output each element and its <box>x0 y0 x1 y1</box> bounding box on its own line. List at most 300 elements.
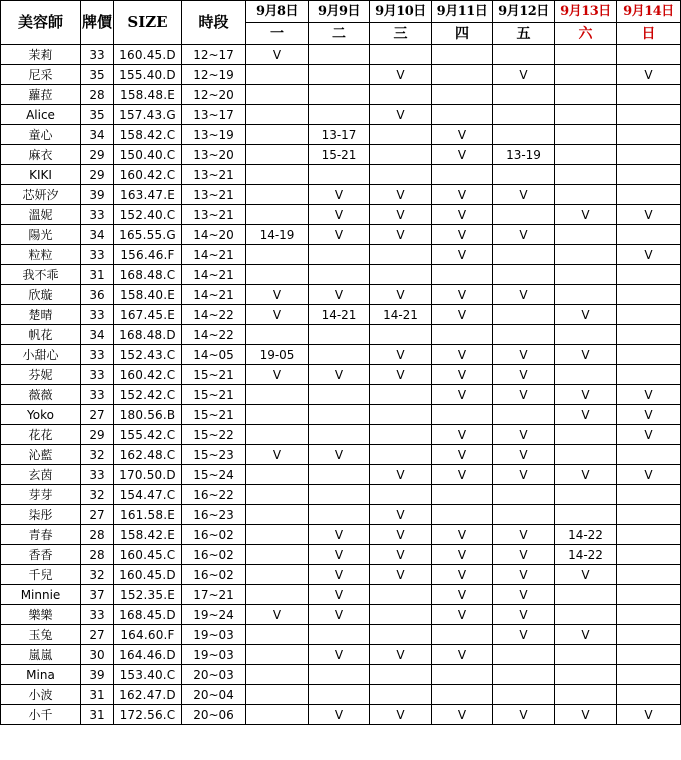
cell-availability <box>246 485 309 505</box>
cell-availability: V <box>555 625 617 645</box>
cell-availability <box>370 425 432 445</box>
cell-time: 12~20 <box>182 85 246 105</box>
header-time: 時段 <box>182 1 246 45</box>
cell-time: 14~22 <box>182 305 246 325</box>
cell-availability <box>370 665 432 685</box>
cell-availability <box>555 245 617 265</box>
header-size: SIZE <box>114 1 182 45</box>
cell-availability <box>246 325 309 345</box>
cell-availability <box>246 705 309 725</box>
cell-name: Mina <box>1 665 81 685</box>
cell-availability <box>493 125 555 145</box>
cell-availability: V <box>617 245 681 265</box>
cell-size: 160.45.C <box>114 545 182 565</box>
cell-availability <box>432 165 493 185</box>
cell-availability: V <box>432 525 493 545</box>
cell-availability <box>493 245 555 265</box>
header-name: 美容師 <box>1 1 81 45</box>
cell-availability <box>309 625 370 645</box>
cell-availability: V <box>370 185 432 205</box>
cell-availability: V <box>493 365 555 385</box>
cell-time: 14~20 <box>182 225 246 245</box>
header-weekday-weekend: 六 <box>555 23 617 45</box>
cell-availability <box>432 45 493 65</box>
cell-availability: V <box>432 545 493 565</box>
cell-name: Alice <box>1 105 81 125</box>
cell-availability <box>370 605 432 625</box>
cell-availability <box>617 305 681 325</box>
cell-availability <box>555 505 617 525</box>
cell-availability <box>617 585 681 605</box>
cell-availability: V <box>493 705 555 725</box>
cell-availability: V <box>617 705 681 725</box>
cell-availability: V <box>309 285 370 305</box>
cell-time: 19~03 <box>182 625 246 645</box>
cell-availability: V <box>370 105 432 125</box>
cell-availability <box>555 325 617 345</box>
cell-availability <box>246 565 309 585</box>
cell-availability <box>246 65 309 85</box>
cell-price: 33 <box>81 305 114 325</box>
cell-availability: V <box>246 285 309 305</box>
cell-price: 35 <box>81 105 114 125</box>
cell-availability: V <box>617 405 681 425</box>
cell-price: 27 <box>81 405 114 425</box>
cell-size: 152.35.E <box>114 585 182 605</box>
table-row <box>1 605 681 625</box>
cell-price: 31 <box>81 265 114 285</box>
cell-time: 13~21 <box>182 165 246 185</box>
cell-availability: V <box>555 385 617 405</box>
cell-availability <box>555 665 617 685</box>
table-row <box>1 45 681 65</box>
cell-time: 20~04 <box>182 685 246 705</box>
cell-availability <box>555 285 617 305</box>
cell-availability: V <box>309 585 370 605</box>
cell-name: 青春 <box>1 525 81 545</box>
cell-name: 嵐嵐 <box>1 645 81 665</box>
cell-time: 14~22 <box>182 325 246 345</box>
cell-availability: V <box>432 185 493 205</box>
cell-availability <box>246 665 309 685</box>
header-price: 牌價 <box>81 1 114 45</box>
cell-availability <box>246 165 309 185</box>
cell-time: 14~21 <box>182 265 246 285</box>
cell-availability <box>493 265 555 285</box>
cell-time: 13~17 <box>182 105 246 125</box>
header-date: 9月12日 <box>493 1 555 23</box>
cell-availability: V <box>555 345 617 365</box>
cell-time: 16~02 <box>182 545 246 565</box>
cell-availability <box>555 485 617 505</box>
header-weekday: 四 <box>432 23 493 45</box>
cell-price: 32 <box>81 485 114 505</box>
cell-availability <box>309 505 370 525</box>
cell-availability <box>246 405 309 425</box>
cell-availability <box>246 85 309 105</box>
cell-price: 29 <box>81 165 114 185</box>
cell-availability <box>617 665 681 685</box>
table-row <box>1 505 681 525</box>
cell-size: 150.40.C <box>114 145 182 165</box>
cell-availability <box>493 85 555 105</box>
cell-price: 35 <box>81 65 114 85</box>
cell-availability <box>432 405 493 425</box>
cell-availability: 13-17 <box>309 125 370 145</box>
cell-availability <box>555 585 617 605</box>
cell-availability <box>617 485 681 505</box>
cell-availability <box>617 325 681 345</box>
cell-availability <box>309 485 370 505</box>
cell-availability: 14-19 <box>246 225 309 245</box>
cell-availability: V <box>493 565 555 585</box>
cell-size: 168.45.D <box>114 605 182 625</box>
header-date: 9月11日 <box>432 1 493 23</box>
table-row <box>1 85 681 105</box>
cell-price: 34 <box>81 325 114 345</box>
table-row <box>1 425 681 445</box>
cell-availability <box>617 685 681 705</box>
cell-size: 155.42.C <box>114 425 182 445</box>
cell-availability <box>493 685 555 705</box>
cell-availability <box>493 45 555 65</box>
cell-name: 小波 <box>1 685 81 705</box>
cell-availability <box>617 185 681 205</box>
cell-availability <box>617 525 681 545</box>
cell-size: 164.60.F <box>114 625 182 645</box>
cell-availability <box>555 605 617 625</box>
cell-time: 13~20 <box>182 145 246 165</box>
cell-availability: V <box>493 225 555 245</box>
cell-name: 芯妍汐 <box>1 185 81 205</box>
cell-availability: 14-21 <box>309 305 370 325</box>
cell-availability <box>555 645 617 665</box>
cell-name: 柒彤 <box>1 505 81 525</box>
table-row <box>1 405 681 425</box>
cell-price: 28 <box>81 85 114 105</box>
cell-availability <box>309 385 370 405</box>
cell-availability <box>432 265 493 285</box>
cell-size: 163.47.E <box>114 185 182 205</box>
cell-price: 31 <box>81 705 114 725</box>
cell-size: 162.47.D <box>114 685 182 705</box>
cell-price: 33 <box>81 205 114 225</box>
cell-availability <box>493 105 555 125</box>
cell-name: 花花 <box>1 425 81 445</box>
cell-availability: 15-21 <box>309 145 370 165</box>
table-row <box>1 225 681 245</box>
cell-availability: V <box>309 185 370 205</box>
cell-time: 16~02 <box>182 525 246 545</box>
cell-name: 童心 <box>1 125 81 145</box>
table-row <box>1 345 681 365</box>
cell-availability: V <box>309 365 370 385</box>
cell-availability: 13-19 <box>493 145 555 165</box>
cell-availability <box>493 505 555 525</box>
cell-availability: V <box>493 625 555 645</box>
cell-availability <box>493 405 555 425</box>
cell-availability <box>617 545 681 565</box>
cell-availability <box>370 45 432 65</box>
cell-availability: V <box>493 65 555 85</box>
cell-availability <box>555 105 617 125</box>
cell-size: 160.42.C <box>114 165 182 185</box>
cell-availability <box>246 385 309 405</box>
cell-size: 162.48.C <box>114 445 182 465</box>
table-row <box>1 125 681 145</box>
cell-availability <box>370 265 432 285</box>
cell-time: 16~22 <box>182 485 246 505</box>
header-date-weekend: 9月14日 <box>617 1 681 23</box>
cell-availability <box>617 445 681 465</box>
table-row <box>1 645 681 665</box>
cell-name: 我不乖 <box>1 265 81 285</box>
table-row <box>1 205 681 225</box>
cell-availability <box>617 605 681 625</box>
cell-size: 167.45.E <box>114 305 182 325</box>
cell-name: 粒粒 <box>1 245 81 265</box>
cell-availability <box>493 485 555 505</box>
cell-time: 20~06 <box>182 705 246 725</box>
cell-availability <box>555 125 617 145</box>
header-date: 9月8日 <box>246 1 309 23</box>
cell-availability <box>432 625 493 645</box>
cell-availability: V <box>493 585 555 605</box>
table-row <box>1 305 681 325</box>
cell-availability <box>370 325 432 345</box>
cell-availability: V <box>309 205 370 225</box>
cell-name: 小甜心 <box>1 345 81 365</box>
cell-name: 香香 <box>1 545 81 565</box>
cell-availability <box>617 105 681 125</box>
cell-name: Yoko <box>1 405 81 425</box>
cell-availability: V <box>370 505 432 525</box>
cell-price: 39 <box>81 185 114 205</box>
cell-price: 28 <box>81 525 114 545</box>
cell-availability <box>617 505 681 525</box>
cell-availability <box>432 685 493 705</box>
cell-availability <box>246 185 309 205</box>
cell-availability <box>309 165 370 185</box>
cell-availability: V <box>617 425 681 445</box>
cell-availability <box>617 365 681 385</box>
table-row <box>1 325 681 345</box>
cell-availability <box>246 145 309 165</box>
cell-name: 沁藍 <box>1 445 81 465</box>
cell-availability: V <box>555 565 617 585</box>
cell-availability: V <box>432 425 493 445</box>
cell-availability <box>246 245 309 265</box>
cell-availability <box>555 445 617 465</box>
cell-name: 千兒 <box>1 565 81 585</box>
cell-availability: 14-22 <box>555 525 617 545</box>
cell-time: 19~24 <box>182 605 246 625</box>
cell-availability <box>246 465 309 485</box>
table-row <box>1 285 681 305</box>
cell-availability <box>432 65 493 85</box>
cell-availability <box>370 165 432 185</box>
cell-size: 160.45.D <box>114 45 182 65</box>
cell-name: 玉兔 <box>1 625 81 645</box>
table-row <box>1 265 681 285</box>
cell-availability <box>555 145 617 165</box>
cell-availability <box>555 365 617 385</box>
cell-name: 麻衣 <box>1 145 81 165</box>
cell-availability <box>309 245 370 265</box>
cell-name: 蘿菈 <box>1 85 81 105</box>
cell-availability <box>432 485 493 505</box>
cell-availability: V <box>493 465 555 485</box>
cell-availability: V <box>432 465 493 485</box>
cell-availability: V <box>493 545 555 565</box>
cell-price: 36 <box>81 285 114 305</box>
cell-availability <box>432 325 493 345</box>
cell-availability <box>555 45 617 65</box>
cell-availability <box>555 265 617 285</box>
cell-availability <box>370 445 432 465</box>
cell-size: 158.42.E <box>114 525 182 545</box>
cell-availability: V <box>493 345 555 365</box>
cell-time: 19~03 <box>182 645 246 665</box>
cell-price: 28 <box>81 545 114 565</box>
cell-size: 161.58.E <box>114 505 182 525</box>
cell-price: 33 <box>81 385 114 405</box>
cell-availability: V <box>432 225 493 245</box>
cell-availability <box>370 385 432 405</box>
cell-price: 29 <box>81 425 114 445</box>
cell-availability <box>370 485 432 505</box>
table-row <box>1 185 681 205</box>
cell-availability <box>309 685 370 705</box>
cell-availability <box>309 85 370 105</box>
cell-availability: V <box>555 305 617 325</box>
cell-time: 16~23 <box>182 505 246 525</box>
cell-name: 芬妮 <box>1 365 81 385</box>
cell-name: 尼采 <box>1 65 81 85</box>
cell-availability <box>309 465 370 485</box>
cell-name: 玄茵 <box>1 465 81 485</box>
cell-time: 15~24 <box>182 465 246 485</box>
cell-availability <box>370 685 432 705</box>
cell-availability: V <box>370 465 432 485</box>
cell-time: 12~17 <box>182 45 246 65</box>
cell-availability <box>432 85 493 105</box>
cell-availability <box>246 525 309 545</box>
cell-availability <box>370 405 432 425</box>
cell-size: 152.42.C <box>114 385 182 405</box>
cell-availability <box>617 625 681 645</box>
cell-availability <box>493 325 555 345</box>
header-weekday-weekend: 日 <box>617 23 681 45</box>
cell-availability <box>309 65 370 85</box>
header-row-dates <box>1 1 681 23</box>
cell-availability: V <box>370 705 432 725</box>
header-date: 9月9日 <box>309 1 370 23</box>
cell-availability: V <box>493 425 555 445</box>
cell-availability <box>309 45 370 65</box>
table-row <box>1 385 681 405</box>
cell-time: 20~03 <box>182 665 246 685</box>
cell-availability <box>309 265 370 285</box>
cell-availability: V <box>246 305 309 325</box>
cell-availability: V <box>309 445 370 465</box>
cell-price: 33 <box>81 245 114 265</box>
cell-availability: V <box>309 645 370 665</box>
header-weekday: 二 <box>309 23 370 45</box>
table-row <box>1 485 681 505</box>
cell-availability: V <box>309 565 370 585</box>
cell-size: 164.46.D <box>114 645 182 665</box>
cell-size: 152.40.C <box>114 205 182 225</box>
cell-availability: V <box>432 345 493 365</box>
cell-name: 薇薇 <box>1 385 81 405</box>
cell-availability: V <box>370 365 432 385</box>
cell-size: 153.40.C <box>114 665 182 685</box>
table-row <box>1 445 681 465</box>
cell-availability <box>493 665 555 685</box>
cell-name: 樂樂 <box>1 605 81 625</box>
cell-time: 15~21 <box>182 385 246 405</box>
cell-size: 158.42.C <box>114 125 182 145</box>
cell-availability <box>555 185 617 205</box>
cell-size: 154.47.C <box>114 485 182 505</box>
cell-availability <box>617 285 681 305</box>
cell-availability <box>617 125 681 145</box>
cell-size: 170.50.D <box>114 465 182 485</box>
cell-size: 157.43.G <box>114 105 182 125</box>
cell-price: 33 <box>81 465 114 485</box>
cell-availability: V <box>432 125 493 145</box>
cell-availability <box>246 625 309 645</box>
table-row <box>1 65 681 85</box>
cell-availability <box>493 305 555 325</box>
cell-time: 16~02 <box>182 565 246 585</box>
cell-availability <box>370 245 432 265</box>
cell-time: 15~22 <box>182 425 246 445</box>
cell-availability: V <box>370 565 432 585</box>
table-row <box>1 245 681 265</box>
cell-size: 160.45.D <box>114 565 182 585</box>
cell-availability <box>309 665 370 685</box>
cell-availability <box>309 425 370 445</box>
cell-availability: V <box>617 385 681 405</box>
cell-size: 152.43.C <box>114 345 182 365</box>
header-date-weekend: 9月13日 <box>555 1 617 23</box>
cell-availability: V <box>370 285 432 305</box>
cell-availability <box>309 345 370 365</box>
cell-availability: V <box>246 365 309 385</box>
cell-availability <box>617 225 681 245</box>
cell-size: 158.40.E <box>114 285 182 305</box>
cell-size: 172.56.C <box>114 705 182 725</box>
table-row <box>1 565 681 585</box>
cell-availability <box>246 545 309 565</box>
table-row <box>1 525 681 545</box>
cell-time: 13~21 <box>182 185 246 205</box>
cell-availability: V <box>493 285 555 305</box>
cell-availability <box>370 125 432 145</box>
cell-price: 33 <box>81 605 114 625</box>
cell-price: 32 <box>81 565 114 585</box>
cell-availability <box>493 645 555 665</box>
table-row <box>1 145 681 165</box>
cell-price: 39 <box>81 665 114 685</box>
cell-price: 32 <box>81 445 114 465</box>
cell-availability <box>555 425 617 445</box>
cell-size: 155.40.D <box>114 65 182 85</box>
header-weekday: 三 <box>370 23 432 45</box>
cell-availability: V <box>432 365 493 385</box>
